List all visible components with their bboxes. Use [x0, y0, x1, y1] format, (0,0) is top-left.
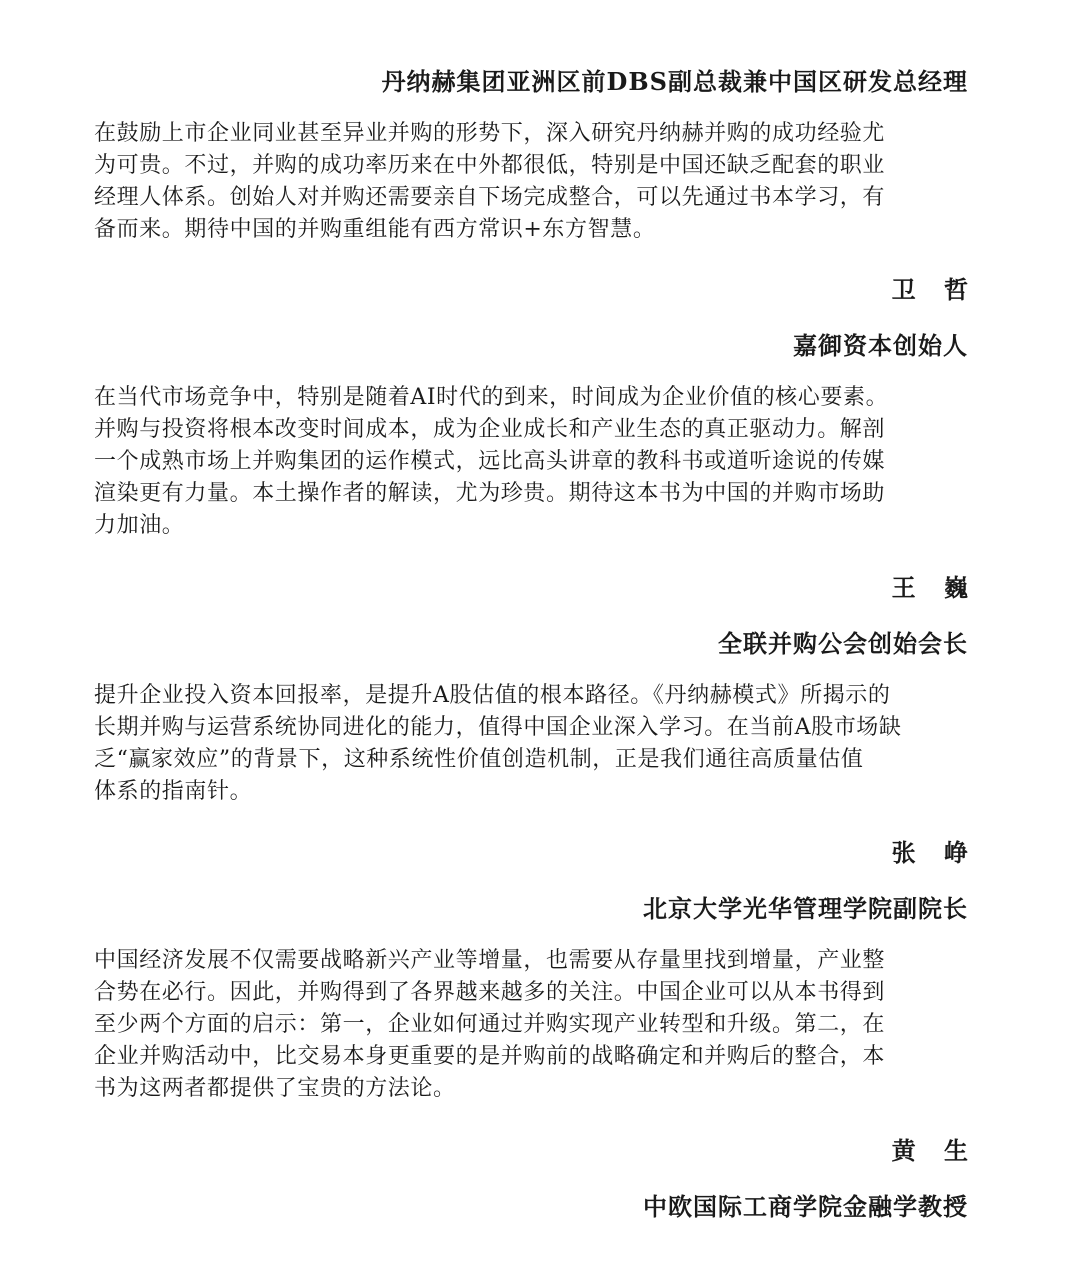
endorser-name: 黄 生 [891, 1136, 978, 1165]
paragraph-line: 乏“赢家效应”的背景下，这种系统性价值创造机制，正是我们通往高质量估值 [94, 747, 864, 772]
paragraph-line: 为可贵。不过，并购的成功率历来在中外都很低，特别是中国还缺乏配套的职业 [94, 153, 886, 178]
paragraph-line: 企业并购活动中，比交易本身更重要的是并购前的战略确定和并购后的整合，本 [94, 1044, 886, 1069]
paragraph-line: 渲染更有力量。本土操作者的解读，尤为珍贵。期待这本书为中国的并购市场助 [94, 481, 886, 506]
endorser-title: 全联并购公会创始会长 [718, 629, 968, 658]
endorsement-paragraph [94, 382, 974, 542]
paragraph-line: 在鼓励上市企业同业甚至异业并购的形势下，深入研究丹纳赫并购的成功经验尤 [94, 121, 886, 146]
endorser-name: 王 巍 [891, 573, 978, 602]
endorser-title: 嘉御资本创始人 [793, 331, 968, 360]
endorsement-paragraph [94, 680, 974, 808]
endorsement-paragraph [94, 945, 974, 1105]
paragraph-line: 一个成熟市场上并购集团的运作模式，远比高头讲章的教科书或道听途说的传媒 [94, 449, 886, 474]
endorser-title: 中欧国际工商学院金融学教授 [643, 1192, 968, 1221]
paragraph-line: 经理人体系。创始人对并购还需要亲自下场完成整合，可以先通过书本学习，有 [94, 185, 886, 210]
paragraph-line: 中国经济发展不仅需要战略新兴产业等增量，也需要从存量里找到增量，产业整 [94, 948, 886, 973]
paragraph-line: 提升企业投入资本回报率，是提升A股估值的根本路径。《丹纳赫模式》所揭示的 [94, 683, 891, 708]
paragraph-line: 合势在必行。因此，并购得到了各界越来越多的关注。中国企业可以从本书得到 [94, 980, 886, 1005]
endorser-title: 北京大学光华管理学院副院长 [643, 894, 968, 923]
endorser-title: 丹纳赫集团亚洲区前DBS副总裁兼中国区研发总经理 [381, 67, 968, 96]
paragraph-line: 备而来。期待中国的并购重组能有西方常识+东方智慧。 [94, 217, 656, 242]
paragraph-line: 并购与投资将根本改变时间成本，成为企业成长和产业生态的真正驱动力。解剖 [94, 417, 886, 442]
paragraph-line: 体系的指南针。 [94, 779, 253, 804]
endorsement-paragraph [94, 118, 974, 246]
endorser-name: 卫 哲 [891, 275, 978, 304]
paragraph-line: 书为这两者都提供了宝贵的方法论。 [94, 1076, 456, 1101]
paragraph-line: 至少两个方面的启示：第一，企业如何通过并购实现产业转型和升级。第二，在 [94, 1012, 886, 1037]
paragraph-line: 长期并购与运营系统协同进化的能力，值得中国企业深入学习。在当前A股市场缺 [94, 715, 902, 740]
paragraph-line: 力加油。 [94, 513, 185, 538]
paragraph-line: 在当代市场竞争中，特别是随着AI时代的到来，时间成为企业价值的核心要素。 [94, 385, 889, 410]
endorser-name: 张 峥 [891, 838, 978, 867]
